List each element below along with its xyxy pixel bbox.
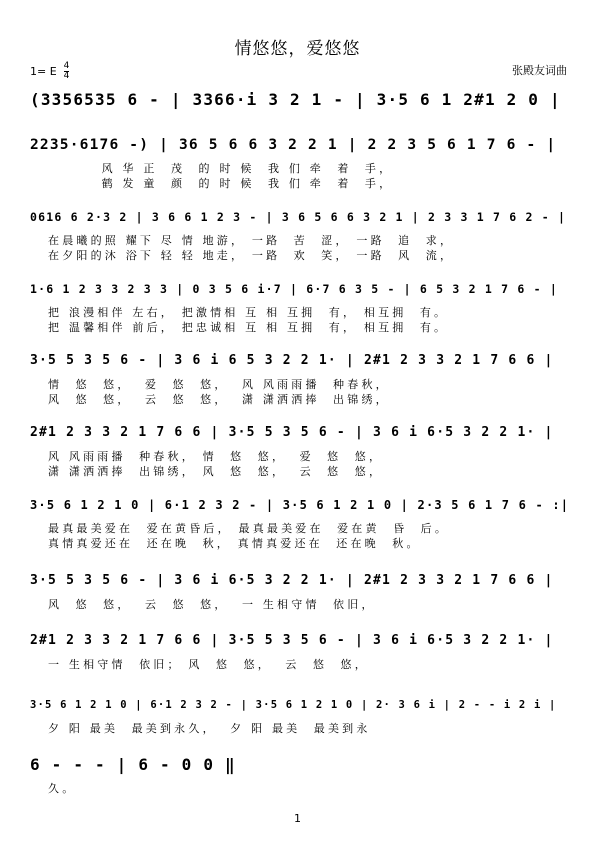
time-signature-top: 4 xyxy=(63,61,70,71)
key-label: 1= E xyxy=(30,65,57,78)
score-line xyxy=(30,202,570,272)
lyric-line: 风 悠 悠， 云 悠 悠， 一 生相守情 依旧， xyxy=(48,598,376,611)
notation-line: 3·5 5 3 5 6 - | 3 6 i 6·5 3 2 2 1· | 2#1 2 3 3 2 1 7 6 6 | xyxy=(30,573,554,588)
lyric-line: 风 悠 悠， 云 悠 悠， 潇 潇洒洒捧 出锦绣， xyxy=(48,393,390,406)
lyric-line: 潇 潇洒洒捧 出锦绣， 风 悠 悠， 云 悠 悠， xyxy=(48,465,384,478)
lyric-line: 夕 阳 最美 最美到永久， 夕 阳 最美 最美到永 xyxy=(48,722,371,735)
notation-line: (3356535 6 - | 3366·i 3 2 1 - | 3·5 6 1 2#1 2 0 | xyxy=(30,90,561,109)
lyric-line: 风 华 正 茂 的 时 候 我 们 牵 着 手， xyxy=(48,162,394,175)
score-line xyxy=(30,130,570,200)
key-signature xyxy=(30,62,69,81)
lyric-line: 最真最美爱在 爱在黄昏后， 最真最美爱在 爱在黄 昏 后。 xyxy=(48,522,450,535)
score-line xyxy=(30,274,570,344)
score-line xyxy=(30,490,570,560)
lyric-line: 把 浪漫相伴 左右， 把激情相 互 相 互拥 有， 相互拥 有。 xyxy=(48,306,449,319)
score-line xyxy=(30,418,570,488)
notation-line: 3·5 6 1 2 1 0 | 6·1 2 3 2 - | 3·5 6 1 2 1 0 | 2·3 5 6 1 7 6 - :| xyxy=(30,498,570,512)
notation-line: 1·6 1 2 3 3 2 3 3 | 0 3 5 6 i·7 | 6·7 6 3 5 - | 6 5 3 2 1 7 6 - | xyxy=(30,282,559,296)
page-number: 1 xyxy=(294,812,301,825)
time-signature-bottom: 4 xyxy=(63,71,70,81)
notation-line: 3·5 5 3 5 6 - | 3 6 i 6 5 3 2 2 1· | 2#1 2 3 3 2 1 7 6 6 | xyxy=(30,353,554,368)
notation-line: 2#1 2 3 3 2 1 7 6 6 | 3·5 5 3 5 6 - | 3 6 i 6·5 3 2 2 1· | xyxy=(30,425,554,440)
song-title: 情悠悠，爱悠悠 xyxy=(234,39,361,59)
time-signature xyxy=(64,62,70,81)
score-line xyxy=(30,626,570,696)
lyric-line: 真情真爱还在 还在晚 秋， 真情真爱还在 还在晚 秋。 xyxy=(48,537,421,550)
lyric-line: 把 温馨相伴 前后， 把忠诚相 互 相 互拥 有， 相互拥 有。 xyxy=(48,321,449,334)
score-line xyxy=(30,346,570,416)
notation-line: 6 - - - | 6 - 0 0 ‖ xyxy=(30,755,236,774)
score-line xyxy=(30,750,570,820)
lyric-line: 情 悠 悠， 爱 悠 悠， 风 风雨雨播 种春秋， xyxy=(48,378,390,391)
lyric-line: 鹤 发 童 颜 的 时 候 我 们 牵 着 手， xyxy=(48,177,394,190)
notation-line: 0616 6 2·3 2 | 3 6 6 1 2 3 - | 3 6 5 6 6 3 2 1 | 2 3 3 1 7 6 2 - | xyxy=(30,210,567,224)
lyric-line: 久。 xyxy=(48,782,77,795)
composer-credit: 张殿友词曲 xyxy=(512,64,567,77)
notation-line: 3·5 6 1 2 1 0 | 6·1 2 3 2 - | 3·5 6 1 2 1 0 | 2· 3 6 i | 2 - - i 2 i | xyxy=(30,699,557,711)
notation-line: 2235·6176 -) | 36 5 6 6 3 2 2 1 | 2 2 3 5 6 1 7 6 - | xyxy=(30,137,557,153)
lyric-line: 一 生相守情 依旧； 风 悠 悠， 云 悠 悠， xyxy=(48,658,369,671)
lyric-line: 在晨曦的照 耀下 尽 情 地游， 一路 苦 涩， 一路 追 求， xyxy=(48,234,455,247)
lyric-line: 风 风雨雨播 种春秋， 情 悠 悠， 爱 悠 悠， xyxy=(48,450,384,463)
notation-line: 2#1 2 3 3 2 1 7 6 6 | 3·5 5 3 5 6 - | 3 6 i 6·5 3 2 2 1· | xyxy=(30,633,554,648)
lyric-line: 在夕阳的沐 浴下 轻 轻 地走， 一路 欢 笑， 一路 风 流， xyxy=(48,249,455,262)
